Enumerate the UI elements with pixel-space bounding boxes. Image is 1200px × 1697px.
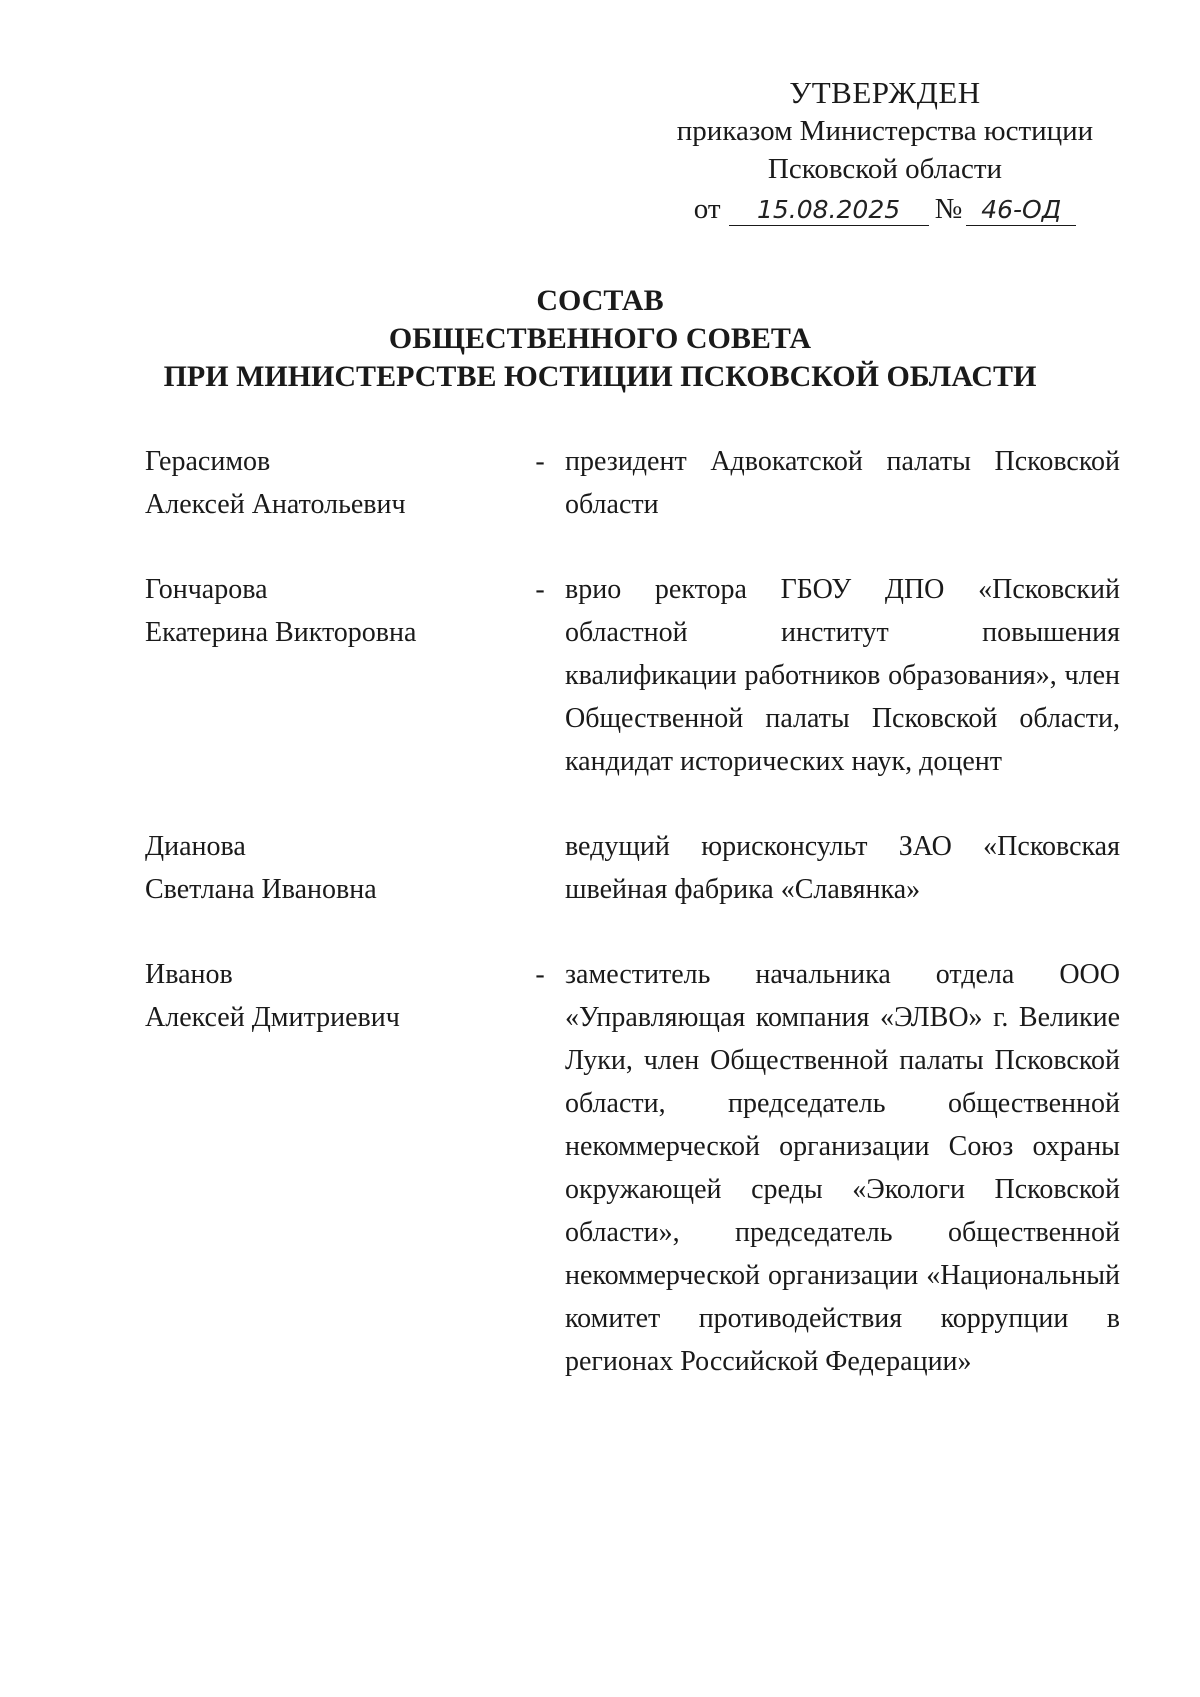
title-line-2: ОБЩЕСТВЕННОГО СОВЕТА: [388, 322, 812, 355]
members-list: [145, 440, 1125, 1425]
title-line-1: СОСТАВ: [536, 284, 664, 317]
from-label: от: [693, 193, 721, 225]
member-surname: Гончарова: [145, 574, 268, 605]
member-surname: Дианова: [145, 831, 246, 862]
member-dash: -: [535, 446, 545, 477]
member-dash: -: [535, 959, 545, 990]
member-row: [145, 568, 1125, 783]
approval-region-text: Псковской области: [767, 153, 1003, 185]
member-dash: -: [535, 574, 545, 605]
member-row: [145, 440, 1125, 526]
member-role: ведущий юрисконсульт ЗАО «Псковская швейная фабрика «Славянка»: [565, 831, 1120, 905]
member-surname: Иванов: [145, 959, 233, 990]
member-name: [145, 825, 515, 911]
member-name: [145, 440, 515, 526]
handwritten-number: 46-ОД: [966, 195, 1076, 226]
member-name: [145, 953, 515, 1039]
approval-block: [650, 74, 1120, 228]
approval-heading: УТВЕРЖДЕН: [789, 75, 981, 110]
member-given-names: Алексей Дмитриевич: [145, 1002, 400, 1033]
member-given-names: Светлана Ивановна: [145, 874, 377, 905]
handwritten-date: 15.08.2025: [729, 195, 929, 226]
number-label: №: [934, 193, 963, 225]
approval-order-line: [650, 190, 1120, 228]
member-given-names: Алексей Анатольевич: [145, 489, 406, 520]
member-name: [145, 568, 515, 654]
member-row: [145, 825, 1125, 911]
member-role: врио ректора ГБОУ ДПО «Псковский областной институт повышения квалификации работников образования», член Общественной палаты Псковской области, кандидат исторических наук, доцент: [565, 574, 1120, 777]
member-role: президент Адвокатской палаты Псковской области: [565, 446, 1120, 520]
document-title: [0, 282, 1200, 396]
title-line-3: ПРИ МИНИСТЕРСТВЕ ЮСТИЦИИ ПСКОВСКОЙ ОБЛАСТИ: [163, 360, 1037, 393]
member-role: заместитель начальника отдела ООО «Управляющая компания «ЭЛВО» г. Великие Луки, член Общественной палаты Псковской области, председатель общественной некоммерческой организации Союз охраны окружающей среды «Экологи Псковской области», председатель общественной некоммерческой организации «Национальный комитет противодействия коррупции в регионах Российской Федерации»: [565, 959, 1120, 1377]
member-surname: Герасимов: [145, 446, 271, 477]
member-row: [145, 953, 1125, 1383]
member-given-names: Екатерина Викторовна: [145, 617, 417, 648]
approval-order-text: приказом Министерства юстиции: [676, 115, 1094, 147]
